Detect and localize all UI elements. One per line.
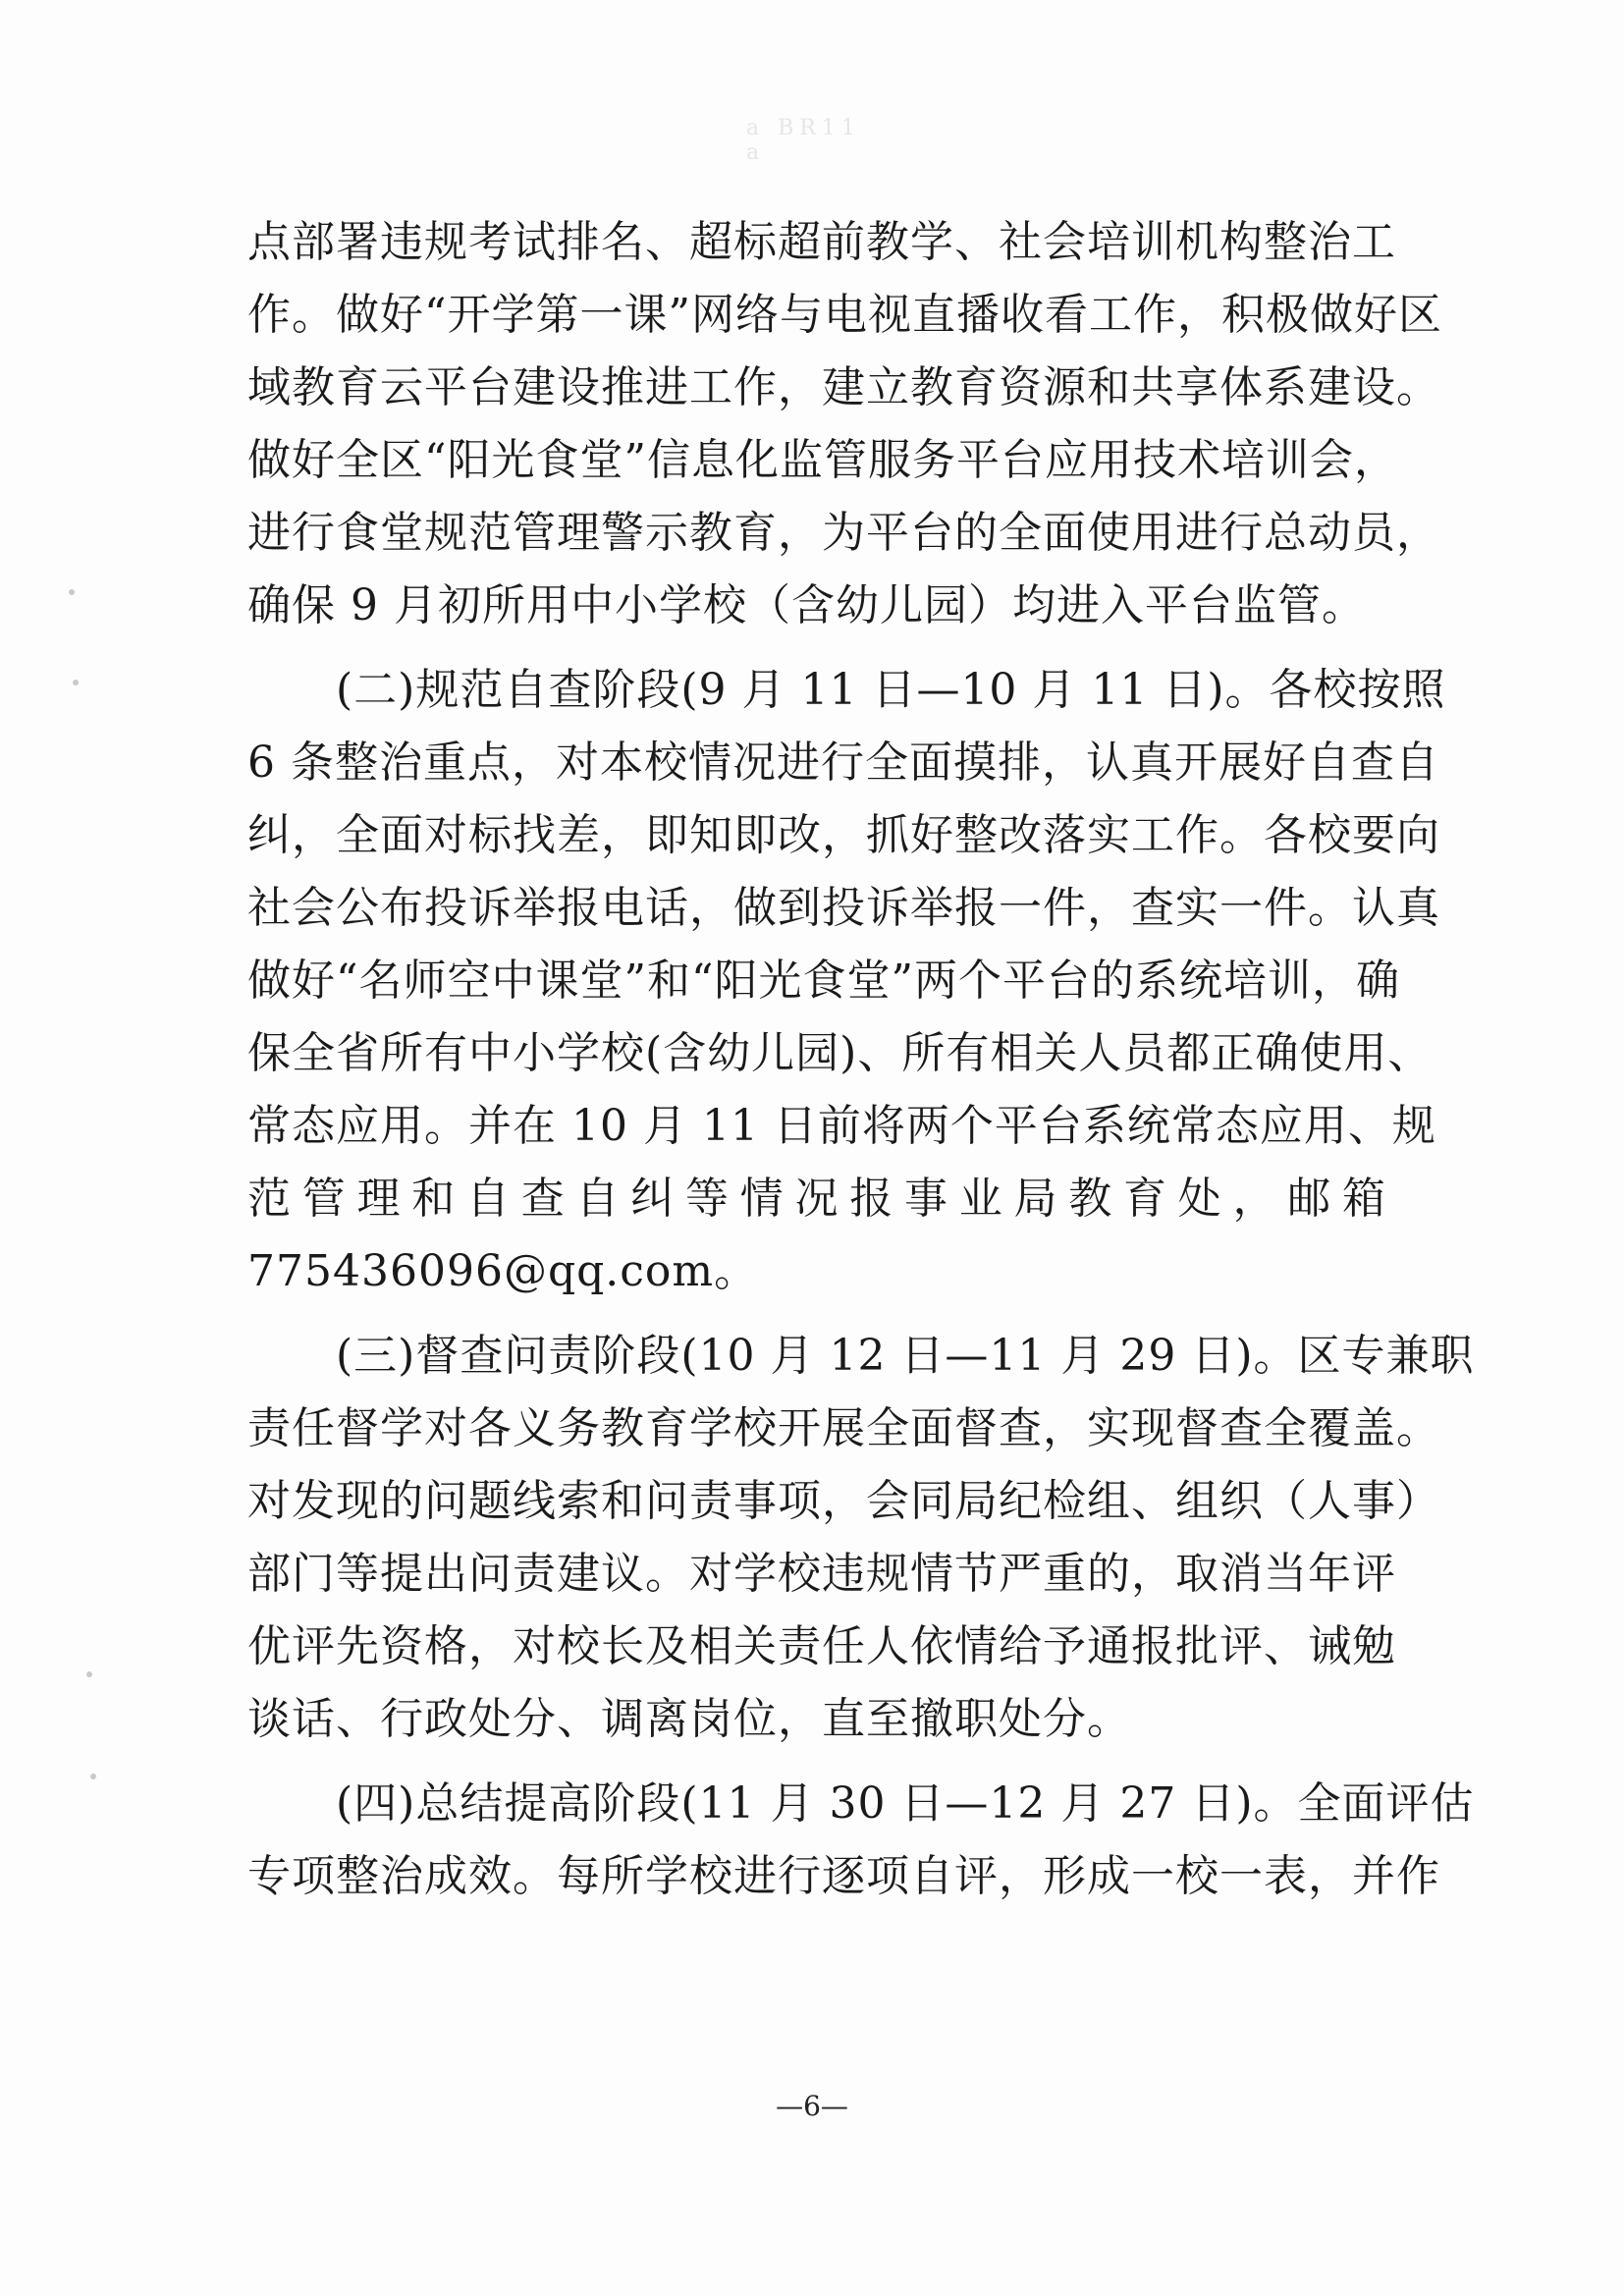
page-number: —6— bbox=[776, 2090, 848, 2122]
text-line: 社会公布投诉举报电话，做到投诉举报一件，查实一件。认真 bbox=[247, 883, 1440, 933]
text-line: 对发现的问题线索和问责事项，会同局纪检组、组织（人事） bbox=[247, 1476, 1440, 1526]
paragraph-summary-stage bbox=[247, 1768, 1475, 1913]
scan-artifact bbox=[69, 589, 75, 595]
text-line: 专项整治成效。每所学校进行逐项自评，形成一校一表，并作 bbox=[247, 1851, 1440, 1901]
text-line: 谈话、行政处分、调离岗位，直至撤职处分。 bbox=[247, 1694, 1131, 1744]
text-line: (四)总结提高阶段(11 月 30 日—12 月 27 日)。全面评估 bbox=[247, 1778, 1475, 1829]
text-line: (二)规范自查阶段(9 月 11 日—10 月 11 日)。各校按照 bbox=[247, 665, 1446, 715]
scan-artifact bbox=[90, 1774, 96, 1779]
text-line: (三)督查问责阶段(10 月 12 日—11 月 29 日)。区专兼职 bbox=[247, 1331, 1475, 1381]
text-line: 确保 9 月初所用中小学校（含幼儿园）均进入平台监管。 bbox=[247, 580, 1366, 630]
text-line: 做好“名师空中课堂”和“阳光食堂”两个平台的系统培训，确 bbox=[247, 956, 1400, 1006]
scan-artifact bbox=[86, 1671, 92, 1677]
text-line: 责任督学对各义务教育学校开展全面督查，实现督查全覆盖。 bbox=[247, 1403, 1440, 1453]
text-line: 常态应用。并在 10 月 11 日前将两个平台系统常态应用、规 bbox=[247, 1101, 1436, 1151]
text-line: 范管理和自查自纠等情况报事业局教育处，邮箱 bbox=[247, 1174, 1386, 1224]
email-line: 775436096@qq.com。 bbox=[247, 1246, 759, 1296]
text-line: 保全省所有中小学校(含幼儿园)、所有相关人员都正确使用、 bbox=[247, 1028, 1433, 1078]
text-line: 做好全区“阳光食堂”信息化监管服务平台应用技术培训会， bbox=[247, 435, 1398, 485]
paragraph-supervision-stage bbox=[247, 1320, 1475, 1756]
text-line: 部门等提出问责建议。对学校违规情节严重的，取消当年评 bbox=[247, 1549, 1396, 1599]
text-line: 优评先资格，对校长及相关责任人依情给予通报批评、诫勉 bbox=[247, 1621, 1396, 1671]
faint-header-mark: a BR11 a bbox=[746, 116, 861, 165]
document-body bbox=[247, 206, 1475, 1913]
text-line: 域教育云平台建设推进工作，建立教育资源和共享体系建设。 bbox=[247, 362, 1440, 412]
text-line: 纠，全面对标找差，即知即改，抓好整改落实工作。各校要向 bbox=[247, 810, 1440, 860]
text-line: 进行食堂规范管理警示教育，为平台的全面使用进行总动员， bbox=[247, 508, 1440, 558]
text-line: 点部署违规考试排名、超标超前教学、社会培训机构整治工 bbox=[247, 217, 1396, 267]
paragraph-preparation bbox=[247, 206, 1442, 642]
text-line: 作。做好“开学第一课”网络与电视直播收看工作，积极做好区 bbox=[247, 290, 1442, 340]
text-line: 6 条整治重点，对本校情况进行全面摸排，认真开展好自查自 bbox=[247, 738, 1439, 788]
scan-artifact bbox=[73, 680, 79, 685]
paragraph-self-check-stage bbox=[247, 654, 1446, 1308]
